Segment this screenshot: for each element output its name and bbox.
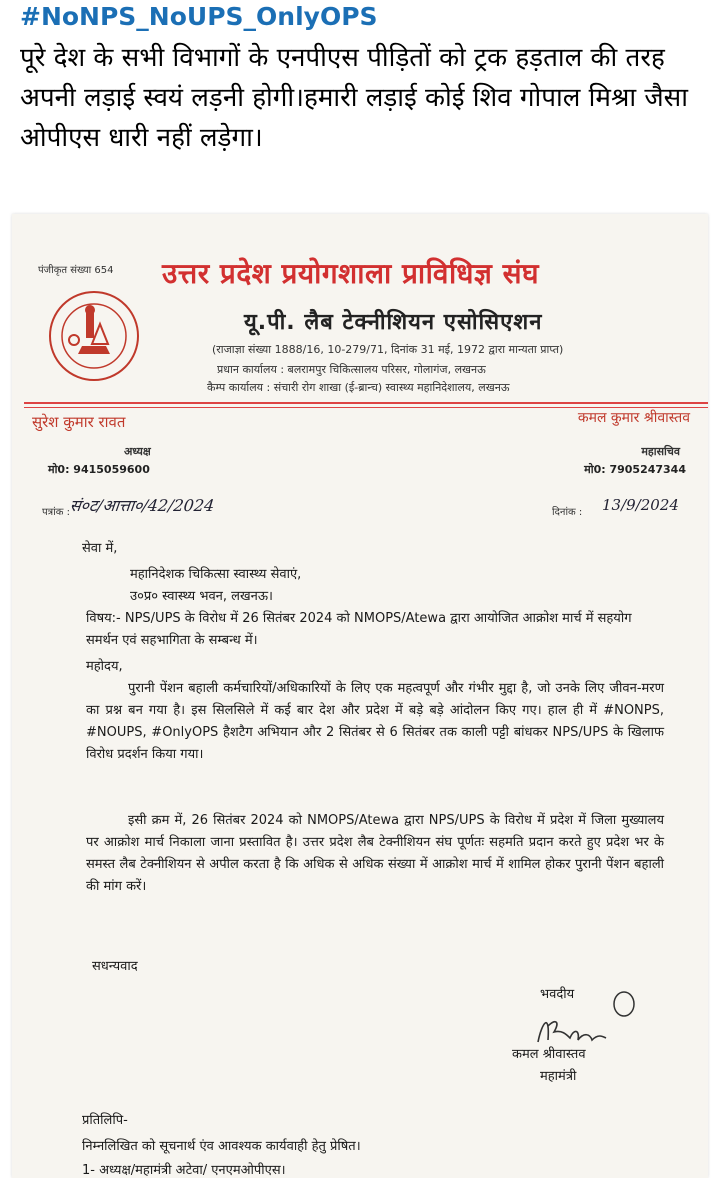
salutation: सेवा में,	[82, 541, 118, 556]
body-paragraph-1: पुरानी पेंशन बहाली कर्मचारियों/अधिकारियों के लिए एक महत्वपूर्ण और गंभीर मुद्दा है, जो उनके लिए जीवन-मरण का प्रश्न बन गया है। इस सिलसिले में कई बार देश और प्रदेश में बड़े बड़े आंदोलन किए गए। हाल ही में #NONPS, #NOUPS, #OnlyOPS हैशटैग अभियान और 2 सितंबर से 6 सितंबर तक काली पट्टी बांधकर NPS/UPS के खिलाफ विरोध प्रदर्शन किया गया।	[86, 681, 664, 762]
camp-office-line: कैम्प कार्यालय : संचारी रोग शाखा (ई-ब्रान्च) स्वास्थ्य महानिदेशालय, लखनऊ	[207, 381, 510, 394]
secretary-mobile: मो0: 7905247344	[584, 463, 686, 476]
association-seal-icon	[48, 290, 140, 382]
registration-number: पंजीकृत संख्या 654	[38, 265, 114, 276]
secretary-name: कमल कुमार श्रीवास्तव	[577, 410, 690, 426]
letterhead-rule	[24, 402, 708, 404]
org-subtitle: यू.पी. लैब टेक्नीशियन एसोसिएशन	[244, 310, 543, 335]
president-role: अध्यक्ष	[124, 445, 151, 458]
letter-date: 13/9/2024	[602, 496, 679, 514]
body-paragraph-2: इसी क्रम में, 26 सितंबर 2024 को NMOPS/Atewa द्वारा NPS/UPS के विरोध में प्रदेश में जिला मुख्यालय पर आक्रोश मार्च निकाला जाना प्रस्तावित है। उत्तर प्रदेश लैब टेक्नीशियन संघ पूर्णतः सहमति प्रदान करते हुए प्रदेश भर के समस्त लैब टेक्नीशियन से अपील करता है कि अधिक से अधिक संख्या में आक्रोश मार्च में शामिल होकर पुरानी पेंशन बहाली की मांग करें।	[86, 813, 664, 894]
secretary-role: महासचिव	[641, 445, 680, 458]
reference-number: सं०ट/आत्ता०/42/2024	[68, 496, 216, 515]
signer-role: महामंत्री	[540, 1069, 577, 1084]
recognition-line: (राजाज्ञा संख्या 1888/16, 10-279/71, दिनांक 31 मई, 1972 द्वारा मान्यता प्राप्त)	[212, 343, 564, 356]
copy-line-2: 1- अध्यक्ष/महामंत्री अटेवा/ एनएमओपीएस।	[82, 1163, 286, 1178]
post-text: पूरे देश के सभी विभागों के एनपीएस पीड़ितों को ट्रक हड़ताल की तरह अपनी लड़ाई स्वयं लड़नी होगी।हमारी लड़ाई कोई शिव गोपाल मिश्रा जैसा ओपीएस धारी नहीं लड़ेगा।	[20, 43, 688, 153]
signer-name: कमल श्रीवास्तव	[512, 1047, 586, 1062]
yours-line: भवदीय	[540, 987, 575, 1002]
copy-label: प्रतिलिपि-	[82, 1113, 128, 1128]
hashtag-link[interactable]: #NoNPS_NoUPS_OnlyOPS	[20, 2, 378, 31]
letter-image[interactable]	[12, 214, 708, 1178]
greeting: महोदय,	[86, 659, 123, 674]
head-office-line: प्रधान कार्यालय : बलरामपुर चिकित्सालय परिसर, गोलागंज, लखनऊ	[217, 363, 486, 376]
reference-label: पत्रांक :	[42, 507, 71, 518]
copy-line-1: निम्नलिखित को सूचनार्थ एंव आवश्यक कार्यवाही हेतु प्रेषित।	[82, 1139, 361, 1154]
org-title: उत्तर प्रदेश प्रयोगशाला प्राविधिज्ञ संघ	[162, 257, 540, 290]
date-label: दिनांक :	[552, 507, 583, 518]
address-line-1: महानिदेशक चिकित्सा स्वास्थ्य सेवाएं,	[130, 567, 302, 582]
address-line-2: उ०प्र० स्वास्थ्य भवन, लखनऊ।	[130, 589, 273, 604]
thanks-line: सधन्यवाद	[92, 959, 138, 974]
president-mobile: मो0: 9415059600	[48, 463, 150, 476]
post-header	[0, 0, 720, 212]
subject-line: विषय:- NPS/UPS के विरोध में 26 सितंबर 2024 को NMOPS/Atewa द्वारा आयोजित आक्रोश मार्च में सहयोग समर्थन एवं सहभागिता के सम्बन्ध में।	[86, 611, 632, 648]
president-name: सुरेश कुमार रावत	[32, 413, 126, 431]
